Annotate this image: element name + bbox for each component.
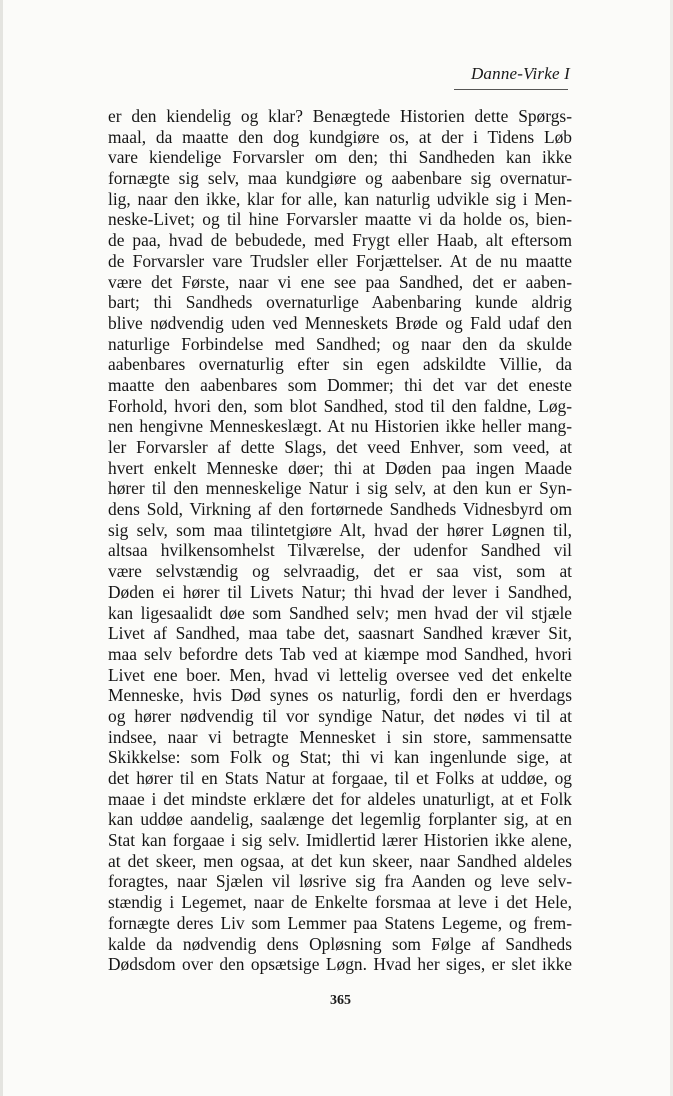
page-number: 365: [330, 993, 351, 1008]
body-text: [108, 106, 572, 975]
text-line: at det skeer, men ogsaa, at det kun skeer, naar Sandhed aldeles: [108, 850, 572, 871]
text-line: det hører til en Stats Natur at forgaae, til et Folks at uddøe, og: [108, 768, 572, 788]
text-line: maatte den aabenbares som Dommer; thi det var det eneste: [108, 374, 572, 395]
running-head: Danne-Virke I: [470, 64, 570, 83]
text-line: kalde da nødvendig dens Opløsning som Følge af Sandheds: [108, 933, 572, 954]
text-line: maae i det mindste erklære det for aldeles unaturligt, at et Folk: [108, 788, 572, 809]
text-line: er den kiendelig og klar? Benægtede Historien dette Spørgs-: [108, 106, 572, 126]
text-line: Døden ei hører til Livets Natur; thi hvad der lever i Sandhed,: [108, 581, 572, 602]
text-line: indsee, naar vi betragte Mennesket i sin store, sammensatte: [108, 726, 572, 747]
text-line: kan uddøe aandelig, saalænge det legemlig forplanter sig, at en: [108, 809, 572, 830]
text-line: hvert enkelt Menneske døer; thi at Døden paa ingen Maade: [108, 457, 572, 478]
text-line: fornægte deres Liv som Lemmer paa Statens Legeme, og frem-: [108, 912, 572, 933]
text-line: ler Forvarsler af dette Slags, det veed Enhver, som veed, at: [108, 437, 572, 457]
text-line: Forhold, hvori den, som blot Sandhed, stod til den faldne, Løg-: [108, 395, 572, 416]
page-edge-left: [0, 0, 3, 1096]
text-line: lig, naar den ikke, klar for alle, kan naturlig udvikle sig i Men-: [108, 188, 572, 209]
text-line: Menneske, hvis Død synes os naturlig, fordi den er hverdags: [108, 685, 572, 706]
text-line: altsaa hvilkensomhelst Tilværelse, der udenfor Sandhed vil: [108, 540, 572, 561]
text-line: maa selv befordre dets Tab ved at kiæmpe mod Sandhed, hvori: [108, 643, 572, 664]
text-line: nen hengivne Menneskeslægt. At nu Historien ikke heller mang-: [108, 416, 572, 437]
text-line: blive nødvendig uden ved Menneskets Brøde og Fald udaf den: [108, 312, 572, 333]
text-line: være det Første, naar vi ene see paa Sandhed, det er aaben-: [108, 271, 572, 292]
text-line: sig selv, som maa tilintetgiøre Alt, hvad der hører Løgnen til,: [108, 519, 572, 540]
text-line: være selvstændig og selvraadig, det er saa vist, som at: [108, 561, 572, 582]
text-line: de Forvarsler vare Trudsler eller Forjættelser. At de nu maatte: [108, 250, 572, 271]
text-line: Livet af Sandhed, maa tabe det, saasnart Sandhed kræver Sit,: [108, 623, 572, 644]
text-line: naturlige Forbindelse med Sandhed; og naar den da skulde: [108, 333, 572, 354]
text-line: bart; thi Sandheds overnaturlige Aabenbaring kunde aldrig: [108, 292, 572, 313]
text-line: Stat kan forgaae i sig selv. Imidlertid lærer Historien ikke alene,: [108, 830, 572, 851]
text-line: de paa, hvad de bebudede, med Frygt eller Haab, alt eftersom: [108, 230, 572, 251]
text-line: stændig i Legemet, naar de Enkelte forsmaa at leve i det Hele,: [108, 892, 572, 913]
text-line: Livet ene boer. Men, hvad vi lettelig oversee ved det enkelte: [108, 664, 572, 685]
text-line: aabenbares overnaturlig efter sin egen adskildte Villie, da: [108, 354, 572, 375]
text-line: vare kiendelige Forvarsler om den; thi Sandheden kan ikke: [108, 147, 572, 168]
text-line: og hører nødvendig til vor syndige Natur, det nødes vi til at: [108, 705, 572, 726]
text-line: kan ligesaalidt døe som Sandhed selv; men hvad der vil stjæle: [108, 602, 572, 623]
text-line: foragtes, naar Sjælen vil løsrive sig fra Aanden og leve selv-: [108, 871, 572, 892]
text-line: Dødsdom over den opsætsige Løgn. Hvad her siges, er slet ikke: [108, 954, 572, 975]
text-line: Skikkelse: som Folk og Stat; thi vi kan ingenlunde sige, at: [108, 747, 572, 768]
running-head-rule: [454, 89, 568, 90]
text-line: maal, da maatte den dog kundgiøre os, at der i Tidens Løb: [108, 126, 572, 147]
text-line: fornægte sig selv, maa kundgiøre og aabenbare sig overnatur-: [108, 168, 572, 189]
text-line: neske-Livet; og til hine Forvarsler maatte vi da holde os, bien-: [108, 209, 572, 230]
text-line: hører til den menneskelige Natur i sig selv, at den kun er Syn-: [108, 478, 572, 499]
text-line: dens Sold, Virkning af den fortørnede Sandheds Vidnesbyrd om: [108, 499, 572, 520]
